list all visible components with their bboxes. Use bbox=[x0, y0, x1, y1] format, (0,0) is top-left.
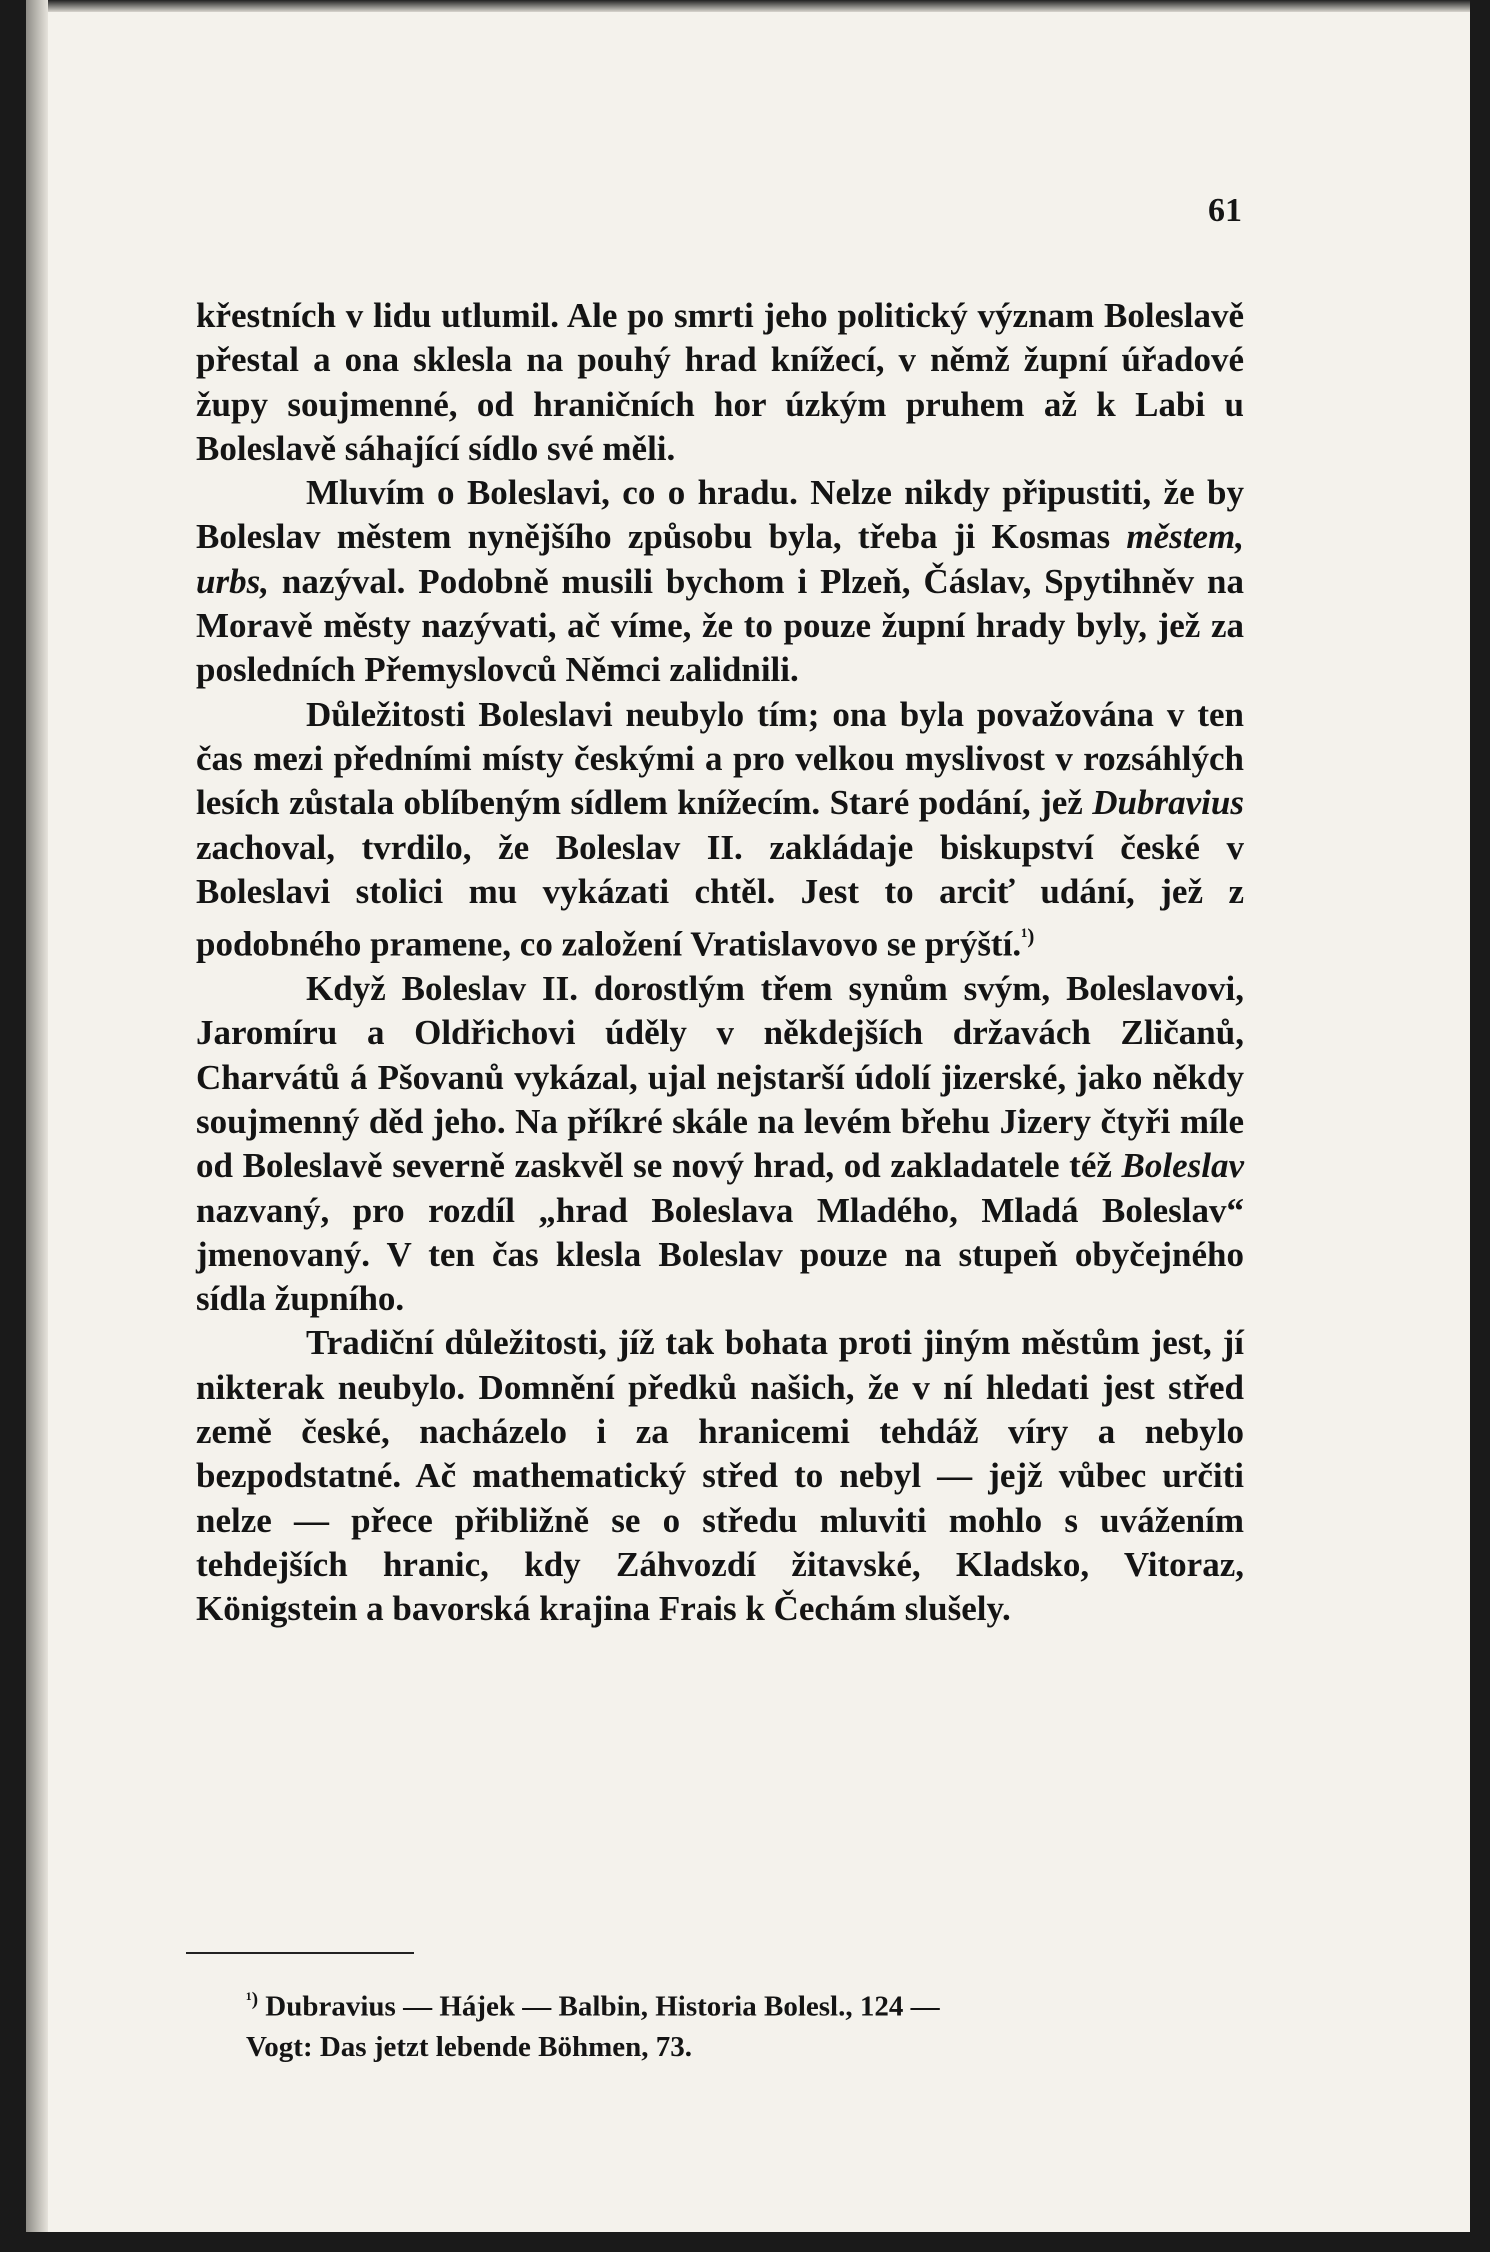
page-number: 61 bbox=[1208, 192, 1242, 229]
paragraph-3 bbox=[196, 693, 1244, 967]
italic-term: Dubravius bbox=[1092, 783, 1244, 823]
body-text bbox=[196, 294, 1244, 1632]
footnote-text-2: Vogt: Das jetzt lebende Böhmen, 73. bbox=[246, 2030, 692, 2063]
paragraph-text: nazýval. Podobně musili bychom i Plzeň, Čáslav, Spytihněv na Moravě městy nazývati, ač víme, že to pouze župní hrady byly, jež za posledních Přemyslovců Němci zalidnili. bbox=[196, 561, 1244, 690]
paragraph-text: Mluvím o Boleslavi, co o hradu. Nelze nikdy připustiti, že by Boleslav městem nynějšího způsobu byla, třeba ji Kosmas bbox=[196, 473, 1244, 557]
scan-binding-shadow bbox=[26, 0, 48, 2252]
paragraph-text: křestních v lidu utlumil. Ale po smrti jeho politický význam Boleslavě přestal a ona sklesla na pouhý hrad knížecí, v němž župní úřadové župy soujmenné, od hraničních hor úzkým pruhem až k Labi u Boleslavě sáhající sídlo své měli. bbox=[196, 296, 1244, 468]
paragraph-text: Důležitosti Boleslavi neubylo tím; ona byla považována v ten čas mezi předními místy českými a pro velkou myslivost v rozsáhlých lesích zůstala oblíbeným sídlem knížecím. Staré podání, jež bbox=[196, 694, 1244, 823]
paragraph-text: nazvaný, pro rozdíl „hrad Boleslava Mladého, Mladá Boleslav“ jmenovaný. V ten čas klesla Boleslav pouze na stupeň obyčejného sídla župního. bbox=[196, 1190, 1244, 1319]
paragraph-5 bbox=[196, 1321, 1244, 1631]
footnote-reference: ¹) bbox=[1021, 924, 1035, 949]
footnote-mark: ¹) bbox=[246, 1989, 259, 2010]
footnote-line-2 bbox=[246, 2027, 1246, 2067]
scan-edge-bottom bbox=[0, 2232, 1490, 2252]
footnote-line-1 bbox=[246, 1980, 1246, 2027]
footnote bbox=[246, 1980, 1246, 2067]
paragraph-4 bbox=[196, 967, 1244, 1321]
scan-edge-left bbox=[0, 0, 26, 2252]
italic-term: městem, urbs, bbox=[196, 517, 1244, 601]
paragraph-text: Když Boleslav II. dorostlým třem synům svým, Boleslavovi, Jaromíru a Oldřichovi úděly v někdejších državách Zličanů, Charvátů á Pšovanů vykázal, ujal nejstarší údolí jizerské, jako někdy soujmenný děd jeho. Na příkré skále na levém břehu Jizery čtyři míle od Boleslavě severně zaskvěl se nový hrad, od zakladatele též bbox=[196, 969, 1244, 1186]
footnote-text-1: Dubravius — Hájek — Balbin, Historia Bolesl., 124 — bbox=[265, 1990, 940, 2023]
paragraph-1 bbox=[196, 294, 1244, 471]
paragraph-2 bbox=[196, 471, 1244, 692]
italic-term: Boleslav bbox=[1121, 1146, 1244, 1186]
scan-edge-top bbox=[0, 0, 1490, 12]
footnote-rule bbox=[186, 1952, 414, 1954]
scan-edge-right bbox=[1470, 0, 1490, 2252]
paragraph-text: Tradiční důležitosti, jíž tak bohata proti jiným městům jest, jí nikterak neubylo. Domnění předků našich, že v ní hledati jest střed země české, nacházelo i za hranicemi tehdáž víry a nebylo bezpodstatné. Ač mathematický střed to nebyl — jejž vůbec určiti nelze — přece přibližně se o středu mluviti mohlo s uvážením tehdejších hranic, kdy Záhvozdí žitavské, Kladsko, Vitoraz, Königstein a bavorská krajina Frais k Čechám slušely. bbox=[196, 1323, 1244, 1629]
paragraph-text: zachoval, tvrdilo, že Boleslav II. zakládaje biskupství české v Boleslavi stolici mu vykázati chtěl. Jest to arciť udání, jež z podobného pramene, co založení Vratislavovo se prýští. bbox=[196, 827, 1244, 964]
